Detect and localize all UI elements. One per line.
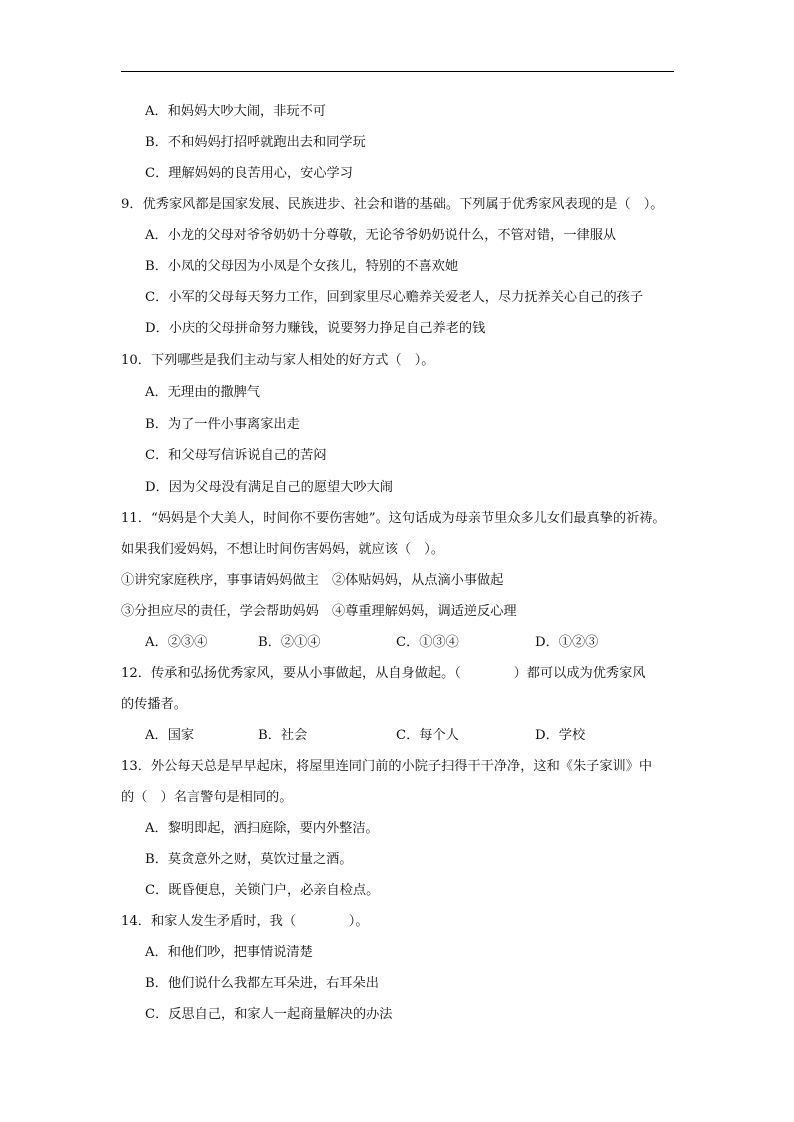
q10-stem: 10．下列哪些是我们主动与家人相处的好方式（ ）。	[121, 353, 435, 368]
q12-option-a: A．国家	[145, 728, 195, 743]
q13-option-a: A．黎明即起，洒扫庭除，要内外整洁。	[145, 821, 379, 836]
q13-option-b: B．莫贪意外之财，莫饮过量之酒。	[145, 852, 353, 867]
q14-option-b: B．他们说什么我都左耳朵进，右耳朵出	[145, 976, 379, 991]
prev-option-c: C．理解妈妈的良苦用心，安心学习	[145, 166, 353, 181]
q10-option-c: C．和父母写信诉说自己的苦闷	[145, 448, 327, 463]
q10-option-b: B．为了一件小事离家出走	[145, 417, 300, 432]
q11-statements-line1: ①讲究家庭秩序，事事请妈妈做主 ②体贴妈妈，从点滴小事做起	[121, 573, 504, 588]
q14-option-a: A．和他们吵，把事情说清楚	[145, 945, 313, 960]
q12-stem-line1: 12．传承和弘扬优秀家风，要从小事做起，从自身做起。（ ）都可以成为优秀家风	[121, 666, 646, 681]
q11-option-c: C．①③④	[396, 635, 459, 650]
q12-stem-line2: 的传播者。	[121, 697, 187, 712]
q11-statements-line2: ③分担应尽的责任，学会帮助妈妈 ④尊重理解妈妈，调适逆反心理	[121, 604, 517, 619]
q12-option-d: D．学校	[535, 728, 586, 743]
q11-option-d: D．①②③	[535, 635, 599, 650]
q9-option-d: D．小庆的父母拼命努力赚钱，说要努力挣足自己养老的钱	[145, 321, 486, 336]
q9-stem: 9．优秀家风都是国家发展、民族进步、社会和谐的基础。下列属于优秀家风表现的是（ ）。	[121, 197, 664, 212]
q14-stem: 14．和家人发生矛盾时，我（ ）。	[121, 914, 369, 929]
prev-option-a: A．和妈妈大吵大闹，非玩不可	[145, 104, 326, 119]
q12-option-b: B．社会	[258, 728, 308, 743]
q13-stem-line1: 13．外公每天总是早早起床，将屋里连同门前的小院子扫得干干净净，这和《朱子家训》中	[121, 759, 653, 774]
q9-option-c: C．小军的父母每天努力工作，回到家里尽心赡养关爱老人，尽力抚养关心自己的孩子	[145, 290, 644, 305]
q10-option-d: D．因为父母没有满足自己的愿望大吵大闹	[145, 480, 393, 495]
q9-option-a: A．小龙的父母对爷爷奶奶十分尊敬，无论爷爷奶奶说什么，不管对错，一律服从	[145, 228, 617, 243]
q12-option-c: C．每个人	[396, 728, 459, 743]
q11-option-a: A．②③④	[145, 635, 208, 650]
q11-stem-line1: 11．“妈妈是个大美人，时间你不要伤害她”。这句话成为母亲节里众多儿女们最真挚的祈祷。	[121, 511, 666, 526]
q11-option-b: B．②①④	[258, 635, 321, 650]
q13-option-c: C．既昏便息，关锁门户，必亲自检点。	[145, 883, 380, 898]
q14-option-c: C．反思自己，和家人一起商量解决的办法	[145, 1007, 393, 1022]
prev-option-b: B．不和妈妈打招呼就跑出去和同学玩	[145, 135, 366, 150]
q9-option-b: B．小凤的父母因为小凤是个女孩儿，特别的不喜欢她	[145, 259, 459, 274]
q10-option-a: A．无理由的撒脾气	[145, 385, 261, 400]
q11-stem-line2: 如果我们爱妈妈，不想让时间伤害妈妈，就应该（ ）。	[121, 542, 445, 557]
header-rule	[121, 71, 674, 72]
q13-stem-line2: 的（ ）名言警句是相同的。	[121, 790, 293, 805]
